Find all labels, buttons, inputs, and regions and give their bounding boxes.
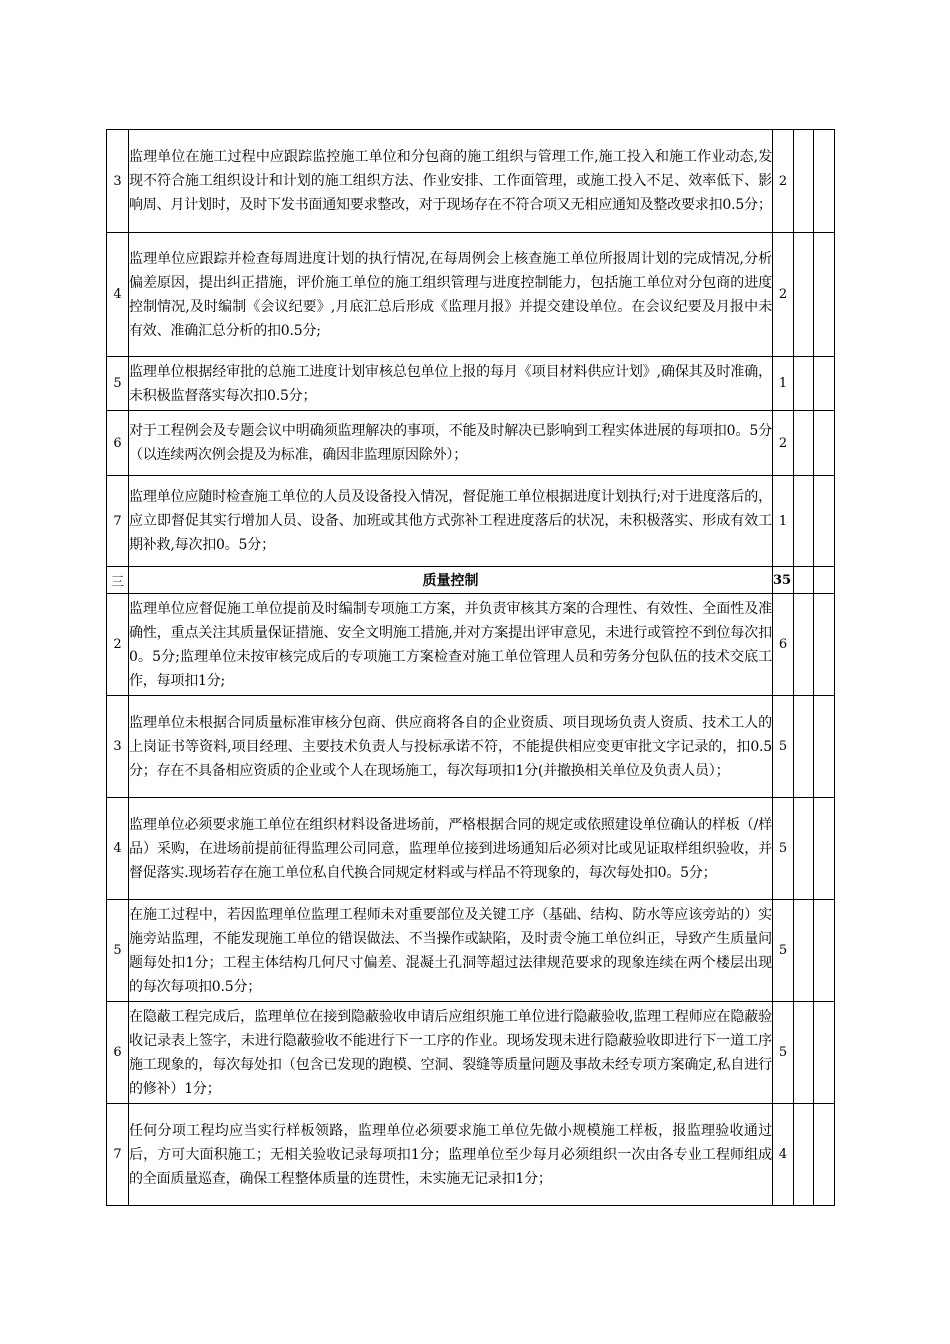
row-description: 监理单位应跟踪并检查每周进度计划的执行情况,在每周例会上核查施工单位所报周计划的完成情况,分析偏差原因，提出纠正措施，评价施工单位的施工组织管理与进度控制能力，包括施工单位对分包商的进度控制情况,及时编制《会议纪要》,月底汇总后形成《监理月报》并提交建设单位。在会议纪要及月报中未有效、准确汇总分析的扣0.5分; [129,233,773,357]
section-score: 35 [773,567,794,594]
row-description: 监理单位根据经审批的总施工进度计划审核总包单位上报的每月《项目材料供应计划》,确保其及时准确，未积极监督落实每次扣0.5分； [129,357,773,411]
row-score: 5 [773,696,794,798]
table-row [107,900,835,1002]
row-score: 1 [773,476,794,567]
row-score: 5 [773,1002,794,1104]
blank-cell [814,411,835,476]
blank-cell [794,411,814,476]
row-description: 监理单位应随时检查施工单位的人员及设备投入情况，督促施工单位根据进度计划执行;对于进度落后的，应立即督促其实行增加人员、设备、加班或其他方式弥补工程进度落后的状况，未积极落实、形成有效工期补救,每次扣0。5分； [129,476,773,567]
row-number: 2 [107,594,129,696]
blank-cell [814,696,835,798]
blank-cell [814,476,835,567]
blank-cell [794,798,814,900]
row-description: 任何分项工程均应当实行样板领路，监理单位必须要求施工单位先做小规模施工样板，报监理验收通过后，方可大面积施工；无相关验收记录每项扣1分；监理单位至少每月必须组织一次由各专业工程师组成的全面质量巡查，确保工程整体质量的连贯性，未实施无记录扣1分； [129,1104,773,1206]
row-score: 2 [773,130,794,233]
table-row [107,357,835,411]
row-number: 4 [107,233,129,357]
blank-cell [794,696,814,798]
row-number: 6 [107,411,129,476]
blank-cell [814,1002,835,1104]
row-description: 对于工程例会及专题会议中明确须监理解决的事项，不能及时解决已影响到工程实体进展的每项扣0。5分（以连续两次例会提及为标准，确因非监理原因除外）； [129,411,773,476]
row-number: 4 [107,798,129,900]
row-description: 监理单位未根据合同质量标准审核分包商、供应商将各自的企业资质、项目现场负责人资质、技术工人的上岗证书等资料,项目经理、主要技术负责人与投标承诺不符，不能提供相应变更审批文字记录的，扣0.5分；存在不具备相应资质的企业或个人在现场施工，每次每项扣1分(并撤换相关单位及负责人员）； [129,696,773,798]
row-description: 监理单位在施工过程中应跟踪监控施工单位和分包商的施工组织与管理工作,施工投入和施工作业动态,发现不符合施工组织设计和计划的施工组织方法、作业安排、工作面管理，或施工投入不足、效率低下、影响周、月计划时，及时下发书面通知要求整改，对于现场存在不符合项又无相应通知及整改要求扣0.5分； [129,130,773,233]
row-number: 5 [107,357,129,411]
row-number: 3 [107,130,129,233]
evaluation-table [106,129,835,1206]
section-number: 三 [107,567,129,594]
row-description: 在施工过程中，若因监理单位监理工程师未对重要部位及关键工序（基础、结构、防水等应该旁站的）实施旁站监理，不能发现施工单位的错误做法、不当操作或缺陷，及时责令施工单位纠正，导致产生质量问题每处扣1分；工程主体结构几何尺寸偏差、混凝土孔洞等超过法律规范要求的现象连续在两个楼层出现的每次每项扣0.5分； [129,900,773,1002]
table-row [107,233,835,357]
row-number: 5 [107,900,129,1002]
blank-cell [794,476,814,567]
row-description: 监理单位必须要求施工单位在组织材料设备进场前，严格根据合同的规定或依照建设单位确认的样板（/样品）采购，在进场前提前征得监理公司同意，监理单位接到进场通知后必须对比或见证取样组织验收，并督促落实.现场若存在施工单位私自代换合同规定材料或与样品不符现象的，每次每处扣0。5分； [129,798,773,900]
row-score: 2 [773,233,794,357]
row-score: 1 [773,357,794,411]
blank-cell [814,594,835,696]
row-number: 3 [107,696,129,798]
blank-cell [814,567,835,594]
blank-cell [814,357,835,411]
blank-cell [794,567,814,594]
blank-cell [794,1002,814,1104]
blank-cell [794,594,814,696]
blank-cell [794,900,814,1002]
row-score: 4 [773,1104,794,1206]
section-header-row [107,567,835,594]
row-score: 5 [773,798,794,900]
row-score: 6 [773,594,794,696]
section-title: 质量控制 [129,567,773,594]
table-row [107,594,835,696]
row-score: 5 [773,900,794,1002]
table-row [107,1104,835,1206]
row-number: 7 [107,476,129,567]
blank-cell [814,130,835,233]
table-row [107,696,835,798]
blank-cell [794,357,814,411]
blank-cell [814,1104,835,1206]
row-number: 6 [107,1002,129,1104]
blank-cell [794,233,814,357]
table-row [107,411,835,476]
blank-cell [794,130,814,233]
blank-cell [814,233,835,357]
row-description: 在隐蔽工程完成后，监理单位在接到隐蔽验收申请后应组织施工单位进行隐蔽验收,监理工程师应在隐蔽验收记录表上签字，未进行隐蔽验收不能进行下一工序的作业。现场发现未进行隐蔽验收即进行下一道工序施工现象的，每次每处扣（包含已发现的跑模、空洞、裂缝等质量问题及事故未经专项方案确定,私自进行的修补）1分； [129,1002,773,1104]
table-row [107,130,835,233]
row-score: 2 [773,411,794,476]
row-description: 监理单位应督促施工单位提前及时编制专项施工方案，并负责审核其方案的合理性、有效性、全面性及准确性，重点关注其质量保证措施、安全文明施工措施,并对方案提出评审意见，未进行或管控不到位每次扣0。5分;监理单位未按审核完成后的专项施工方案检查对施工单位管理人员和劳务分包队伍的技术交底工作，每项扣1分; [129,594,773,696]
blank-cell [814,798,835,900]
blank-cell [794,1104,814,1206]
row-number: 7 [107,1104,129,1206]
table-row [107,798,835,900]
blank-cell [814,900,835,1002]
table-row [107,476,835,567]
table-row [107,1002,835,1104]
